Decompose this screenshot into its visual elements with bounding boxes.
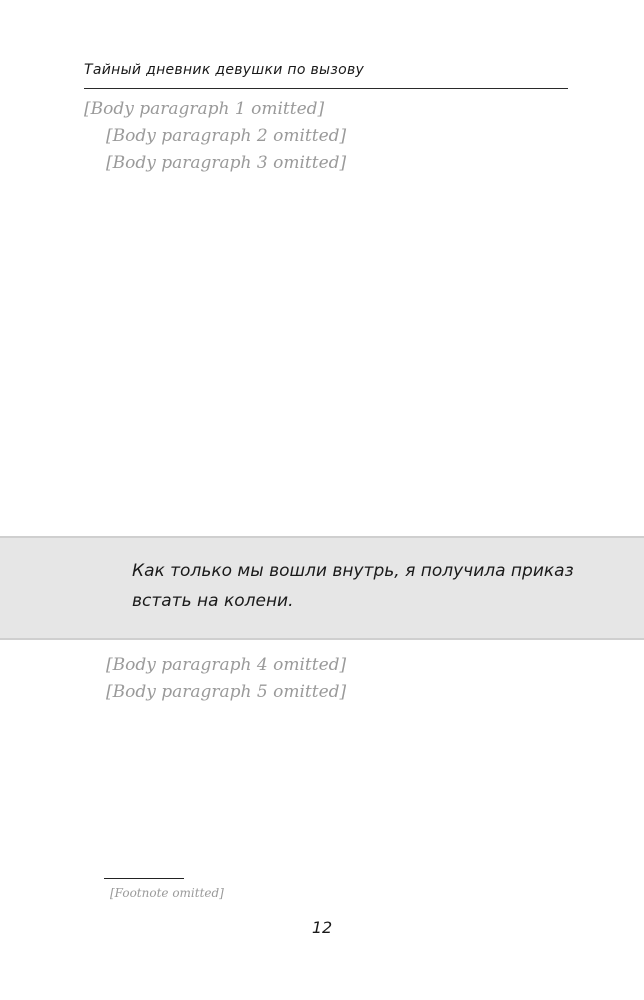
footnote: [Footnote omitted] bbox=[110, 886, 224, 900]
body-paragraph: [Body paragraph 4 omitted] bbox=[106, 655, 347, 675]
pull-quote-text: Как только мы вошли внутрь, я получила приказ встать на колени. bbox=[132, 561, 574, 611]
header-rule bbox=[84, 88, 568, 89]
pull-quote-band bbox=[0, 536, 644, 640]
body-text-top bbox=[84, 96, 568, 177]
body-paragraph: [Body paragraph 3 omitted] bbox=[106, 153, 347, 173]
page-number: 12 bbox=[311, 918, 333, 937]
body-paragraph: [Body paragraph 2 omitted] bbox=[106, 126, 347, 146]
body-paragraph: [Body paragraph 5 omitted] bbox=[106, 682, 347, 702]
footnote-rule bbox=[104, 878, 184, 879]
running-title: Тайный дневник девушки по вызову bbox=[84, 62, 365, 78]
body-paragraph: [Body paragraph 1 omitted] bbox=[84, 99, 325, 119]
body-text-bottom bbox=[84, 652, 568, 706]
